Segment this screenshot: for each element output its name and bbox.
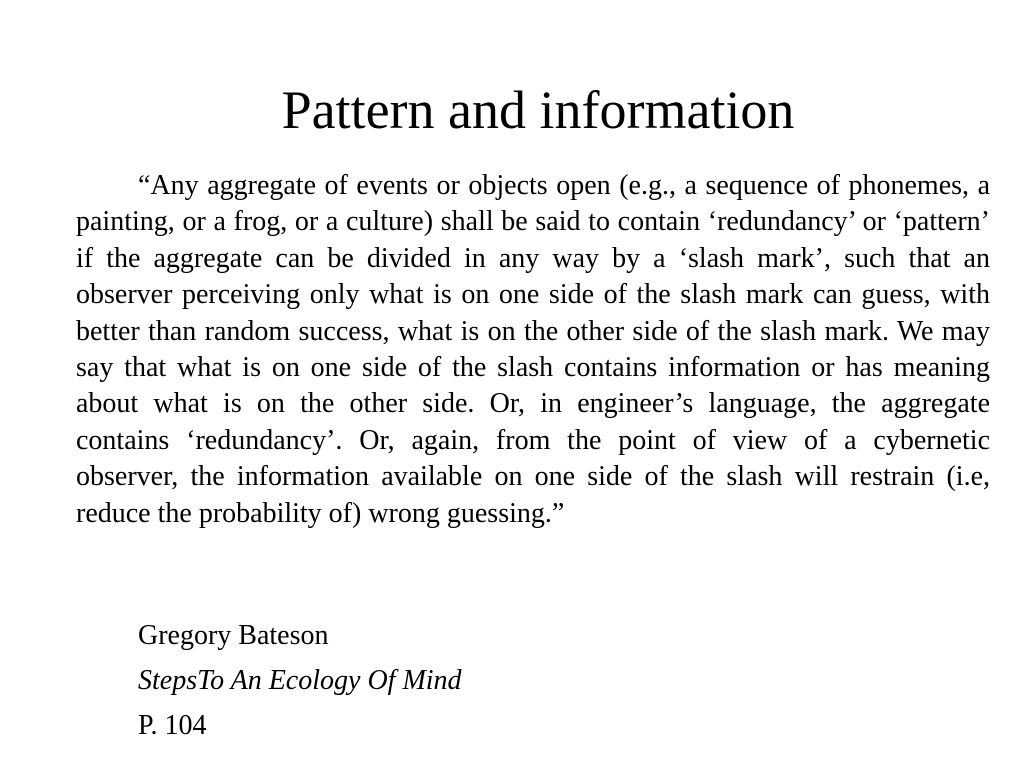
- quote-text: “Any aggregate of events or objects open (e.g., a sequence of phonemes, a painting, or a frog, or a culture) shall be said to contain ‘redundancy’ or ‘pattern’ if the aggregate can be divided in any way by a ‘slash mark’, such that an observer perceiving only what is on one side of the slash mark can guess, with better than random success, what is on the other side of the slash mark. We may say that what is on one side of the slash contains information or has meaning about what is on the other side. Or, in engineer’s language, the aggregate contains ‘redundancy’. Or, again, from the point of view of a cybernetic observer, the information available on one side of the slash will restrain (i.e, reduce the probability of) wrong guessing.”: [76, 170, 990, 529]
- page-reference: P. 104: [138, 710, 207, 741]
- slide-title: Pattern and information: [281, 80, 795, 140]
- book-title: StepsTo An Ecology Of Mind: [138, 665, 462, 696]
- quote-author: Gregory Bateson: [138, 620, 329, 651]
